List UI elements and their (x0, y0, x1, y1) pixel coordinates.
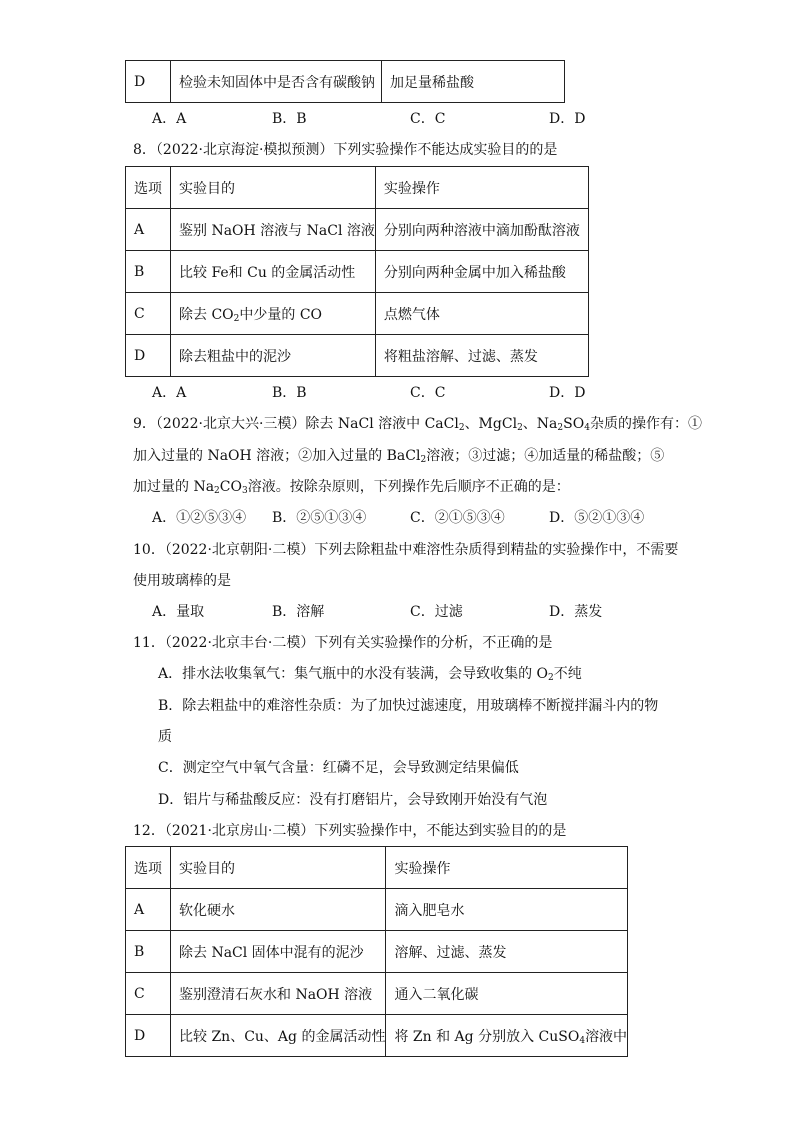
subscript: 2 (420, 455, 427, 465)
q12-table (125, 846, 628, 1057)
text: 中少量的 CO (239, 306, 323, 323)
option-c[interactable]: C．过滤 (410, 604, 463, 620)
subscript: 2 (214, 486, 220, 496)
q11-option-c[interactable]: C．测定空气中氧气含量：红磷不足，会导致测定结果偏低 (158, 760, 519, 776)
header-label: 选项 (126, 167, 171, 209)
text: 溶液；③过滤；④加适量的稀盐酸；⑤ (426, 448, 665, 464)
row-operation: 分别向两种溶液中滴加酚酞溶液 (375, 209, 588, 251)
text: 加入过量的 NaOH 溶液；②加入过量的 BaCl (133, 448, 421, 464)
q8-table (125, 166, 589, 377)
text: 溶液。按除杂原则，下列操作先后顺序不正确的是： (247, 479, 570, 495)
table-row (126, 209, 589, 251)
text: 、Na (522, 416, 558, 432)
option-b[interactable]: B．②⑤①③④ (272, 510, 367, 526)
option-b[interactable]: B．B (272, 111, 307, 127)
row-label: D (126, 335, 171, 377)
q9-line-1 (133, 414, 702, 434)
row-purpose: 除去 NaCl 固体中混有的泥沙 (171, 931, 386, 973)
option-b[interactable]: B．B (272, 385, 307, 401)
q9-line-3 (133, 477, 570, 497)
table-row (126, 931, 628, 973)
text: 不纯 (553, 666, 582, 682)
row-label: D (126, 61, 171, 103)
subscript: 4 (579, 1035, 586, 1046)
text: 溶液中 (585, 1028, 628, 1045)
row-purpose: 检验未知固体中是否含有碳酸钠 (171, 61, 382, 103)
row-purpose: 除去粗盐中的泥沙 (171, 335, 376, 377)
row-label: A (126, 209, 171, 251)
table-header-row (126, 847, 628, 889)
subscript: 2 (458, 423, 465, 433)
row-label: A (126, 889, 171, 931)
q11-option-d[interactable]: D．铝片与稀盐酸反应：没有打磨铝片，会导致刚开始没有气泡 (158, 792, 548, 808)
row-purpose: 鉴别 NaOH 溶液与 NaCl 溶液 (171, 209, 376, 251)
row-label: C (126, 973, 171, 1015)
text: 杂质的操作有：① (589, 416, 702, 432)
option-c[interactable]: C．C (410, 111, 446, 127)
header-label: 选项 (126, 847, 171, 889)
header-purpose: 实验目的 (171, 847, 386, 889)
q12-stem: 12．（2021·北京房山·二模）下列实验操作中，不能达到实验目的的是 (133, 823, 567, 839)
row-operation: 滴入肥皂水 (386, 889, 628, 931)
row-operation: 点燃气体 (375, 293, 588, 335)
table-row (126, 973, 628, 1015)
q8-stem: 8．（2022·北京海淀·模拟预测）下列实验操作不能达成实验目的的是 (133, 142, 558, 158)
row-purpose: 鉴别澄清石灰水和 NaOH 溶液 (171, 973, 386, 1015)
top-table (125, 60, 565, 103)
q11-option-b-line-1[interactable]: B．除去粗盐中的难溶性杂质：为了加快过滤速度，用玻璃棒不断搅拌漏斗内的物 (158, 698, 659, 714)
table-row (126, 889, 628, 931)
option-a[interactable]: A．A (152, 111, 187, 127)
q11-stem: 11．（2022·北京丰台·二模）下列有关实验操作的分析，不正确的是 (133, 635, 553, 651)
table-row (126, 251, 589, 293)
header-operation: 实验操作 (386, 847, 628, 889)
option-d[interactable]: D．⑤②①③④ (549, 510, 645, 526)
q11-option-b-line-2: 质 (158, 729, 172, 745)
row-purpose: 比较 Fe和 Cu 的金属活动性 (171, 251, 376, 293)
row-label: B (126, 931, 171, 973)
row-label: B (126, 251, 171, 293)
option-c[interactable]: C．C (410, 385, 446, 401)
q10-line-1: 10．（2022·北京朝阳·二模）下列去除粗盐中难溶性杂质得到精盐的实验操作中，不需要 (133, 542, 679, 558)
row-operation: 将粗盐溶解、过滤、蒸发 (375, 335, 588, 377)
text: 除去 CO (179, 306, 234, 323)
row-label: C (126, 293, 171, 335)
table-row (126, 335, 589, 377)
option-a[interactable]: A．量取 (152, 604, 205, 620)
option-c[interactable]: C．②①⑤③④ (410, 510, 505, 526)
row-operation: 加足量稀盐酸 (382, 61, 565, 103)
row-purpose (171, 293, 376, 335)
row-operation (386, 1015, 628, 1057)
row-operation: 分别向两种金属中加入稀盐酸 (375, 251, 588, 293)
text: 9．（2022·北京大兴·三模）除去 NaCl 溶液中 CaCl (133, 416, 459, 432)
subscript: 4 (584, 423, 590, 433)
option-a[interactable]: A．A (152, 385, 187, 401)
row-label: D (126, 1015, 171, 1057)
text: CO (219, 479, 242, 495)
subscript: 3 (241, 486, 248, 496)
table-header-row (126, 167, 589, 209)
text: SO (563, 416, 585, 432)
q10-line-2: 使用玻璃棒的是 (133, 573, 231, 589)
subscript: 2 (233, 313, 240, 324)
text: 加过量的 Na (133, 479, 215, 495)
option-b[interactable]: B．溶解 (272, 604, 325, 620)
text: 、MgCl (464, 416, 518, 432)
row-operation: 溶解、过滤、蒸发 (386, 931, 628, 973)
table-row (126, 293, 589, 335)
table-row (126, 61, 565, 103)
subscript: 2 (557, 423, 564, 433)
row-purpose: 比较 Zn、Cu、Ag 的金属活动性 (171, 1015, 386, 1057)
q11-option-a[interactable] (158, 664, 582, 684)
subscript: 2 (517, 423, 523, 433)
row-purpose: 软化硬水 (171, 889, 386, 931)
header-operation: 实验操作 (375, 167, 588, 209)
header-purpose: 实验目的 (171, 167, 376, 209)
row-operation: 通入二氧化碳 (386, 973, 628, 1015)
subscript: 2 (548, 673, 554, 683)
option-d[interactable]: D．D (549, 385, 586, 401)
option-a[interactable]: A．①②⑤③④ (152, 510, 247, 526)
text: A．排水法收集氧气：集气瓶中的水没有装满，会导致收集的 O (158, 666, 549, 682)
text: 将 Zn 和 Ag 分别放入 CuSO (394, 1028, 580, 1045)
option-d[interactable]: D．蒸发 (549, 604, 603, 620)
option-d[interactable]: D．D (549, 111, 586, 127)
q9-line-2 (133, 446, 664, 466)
table-row (126, 1015, 628, 1057)
